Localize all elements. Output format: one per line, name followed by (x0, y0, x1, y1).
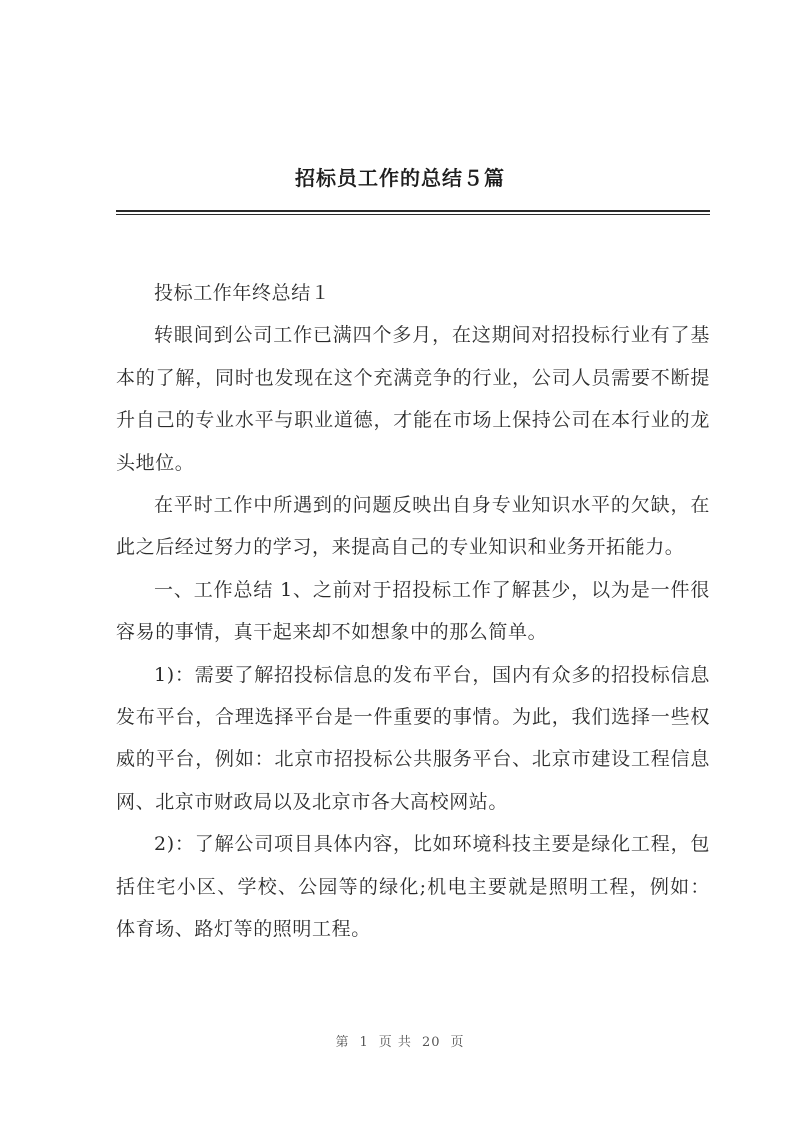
document-body (116, 272, 710, 951)
title-divider-thick (116, 210, 710, 212)
page-label-middle: 页 共 (378, 1035, 412, 1050)
page-label-prefix: 第 (335, 1035, 350, 1050)
paragraph: 在平时工作中所遇到的问题反映出自身专业知识水平的欠缺，在此之后经过努力的学习，来提高自己的专业知识和业务开拓能力。 (116, 494, 710, 559)
total-pages-number: 20 (421, 1035, 441, 1050)
paragraph: 2)：了解公司项目具体内容，比如环境科技主要是绿化工程，包括住宅小区、学校、公园等的绿化;机电主要就是照明工程，例如：体育场、路灯等的照明工程。 (116, 833, 710, 941)
page-footer (0, 1031, 800, 1050)
paragraph: 1)：需要了解招投标信息的发布平台，国内有众多的招投标信息发布平台，合理选择平台是一件重要的事情。为此，我们选择一些权威的平台，例如：北京市招投标公共服务平台、北京市建设工程信息网、北京市财政局以及北京市各大高校网站。 (116, 663, 710, 813)
current-page-number: 1 (359, 1035, 369, 1050)
document-title: 招标员工作的总结５篇 (295, 166, 505, 190)
title-divider-thin (116, 214, 710, 215)
page-label-suffix: 页 (450, 1035, 465, 1050)
section-heading: 投标工作年终总结１ (154, 282, 331, 304)
paragraph: 转眼间到公司工作已满四个多月，在这期间对招投标行业有了基本的了解，同时也发现在这个充满竞争的行业，公司人员需要不断提升自己的专业水平与职业道德，才能在市场上保持公司在本行业的龙头地位。 (116, 324, 710, 474)
paragraph: 一、工作总结 1、之前对于招投标工作了解甚少，以为是一件很容易的事情，真干起来却不如想象中的那么简单。 (116, 578, 710, 644)
